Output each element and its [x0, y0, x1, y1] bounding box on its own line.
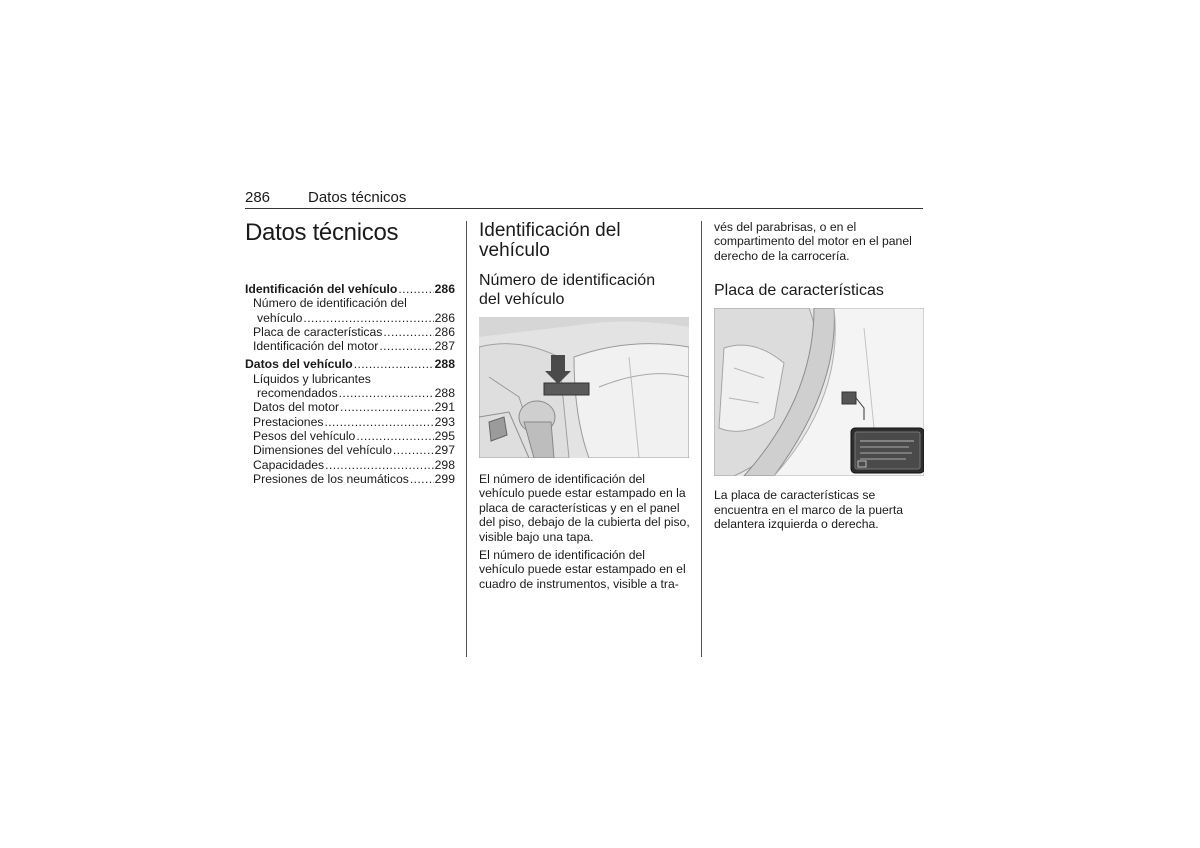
- subheading-vin: Número de identificación del vehículo: [479, 272, 656, 308]
- toc-entry-page: 291: [434, 400, 455, 415]
- toc-entry-page: 298: [434, 457, 455, 472]
- running-header: Datos técnicos: [308, 189, 407, 206]
- toc-entry[interactable]: [245, 372, 455, 386]
- toc-entry-page: 295: [434, 428, 455, 443]
- toc-entry[interactable]: [245, 386, 455, 400]
- toc-entry-page: 288: [434, 357, 455, 372]
- toc-leader-dots: [379, 339, 433, 353]
- toc-leader-dots: [325, 458, 434, 472]
- page-number: 286: [245, 189, 271, 206]
- toc-entry-title: Placa de características: [253, 324, 383, 339]
- section-heading: Identificación del vehículo: [479, 220, 621, 261]
- toc-entry[interactable]: [245, 325, 455, 339]
- toc-entry-page: 286: [434, 324, 455, 339]
- column-identification-plate: [714, 221, 924, 531]
- table-of-contents: [245, 282, 455, 486]
- toc-entry[interactable]: [245, 282, 455, 296]
- toc-entry[interactable]: [245, 415, 455, 429]
- toc-entry-title: Presiones de los neumáticos: [253, 471, 409, 486]
- toc-entry[interactable]: [245, 400, 455, 414]
- toc-entry-title: Pesos del vehículo: [253, 428, 356, 443]
- toc-leader-dots: [303, 311, 433, 325]
- toc-entry[interactable]: [245, 339, 455, 353]
- toc-entry[interactable]: [245, 357, 455, 371]
- toc-entry-title: Identificación del vehículo: [245, 282, 398, 296]
- toc-entry-title: Dimensiones del vehículo: [253, 443, 392, 458]
- paragraph-continuation: vés del parabrisas, o en el compartimento del motor en el panel derecho de la carrocería.: [714, 220, 912, 263]
- paragraph-vin-2: El número de identificación del vehículo puede estar estampado en el cuadro de instrumentos, visible a tra-: [479, 548, 686, 591]
- vin-floor-illustration: [479, 317, 689, 458]
- paragraph-plate: La placa de características se encuentra en el marco de la puerta delantera izquierda o derecha.: [714, 488, 904, 532]
- toc-leader-dots: [356, 429, 433, 443]
- toc-entry-page: 299: [434, 471, 455, 486]
- header-divider: [245, 208, 923, 209]
- toc-entry-page: 286: [434, 282, 455, 296]
- toc-entry-title: Prestaciones: [253, 414, 324, 429]
- toc-leader-dots: [324, 415, 433, 429]
- toc-entry[interactable]: [245, 458, 455, 472]
- chapter-title: Datos técnicos: [245, 219, 399, 246]
- toc-entry-title: Datos del motor: [253, 400, 340, 415]
- toc-entry-page: 297: [434, 443, 455, 458]
- toc-entry-title: Capacidades: [253, 457, 325, 472]
- paragraph-vin-1: El número de identificación del vehículo puede estar estampado en la placa de características y en el panel del piso, debajo de la cubierta del piso, visible bajo una tapa.: [479, 472, 690, 544]
- toc-entry-title: Líquidos y lubricantes: [253, 371, 371, 386]
- toc-leader-dots: [354, 357, 434, 371]
- toc-entry-page: 293: [434, 414, 455, 429]
- toc-entry-page: 287: [434, 339, 455, 354]
- toc-entry-title: Datos del vehículo: [245, 357, 353, 372]
- toc-entry-page: 288: [434, 386, 455, 401]
- toc-entry-title: vehículo: [257, 310, 303, 325]
- toc-leader-dots: [410, 472, 434, 486]
- toc-entry[interactable]: [245, 311, 455, 325]
- toc-entry-title: Número de identificación del: [253, 296, 407, 311]
- toc-entry[interactable]: [245, 443, 455, 457]
- toc-entry-title: Identificación del motor: [253, 339, 379, 354]
- column-divider: [701, 221, 702, 657]
- column-divider: [466, 221, 467, 657]
- toc-leader-dots: [340, 400, 434, 414]
- toc-entry[interactable]: [245, 296, 455, 310]
- toc-entry-page: 286: [434, 310, 455, 325]
- subheading-plate: Placa de características: [714, 282, 884, 300]
- column-vehicle-identification: [479, 221, 691, 591]
- door-frame-illustration: [714, 308, 924, 476]
- toc-leader-dots: [339, 386, 434, 400]
- toc-entry[interactable]: [245, 472, 455, 486]
- toc-leader-dots: [393, 443, 434, 457]
- vin-location-figure: [479, 317, 689, 458]
- toc-leader-dots: [398, 282, 433, 296]
- toc-entry[interactable]: [245, 429, 455, 443]
- toc-entry-title: recomendados: [257, 386, 338, 401]
- plate-location-figure: [714, 308, 924, 476]
- toc-leader-dots: [383, 325, 433, 339]
